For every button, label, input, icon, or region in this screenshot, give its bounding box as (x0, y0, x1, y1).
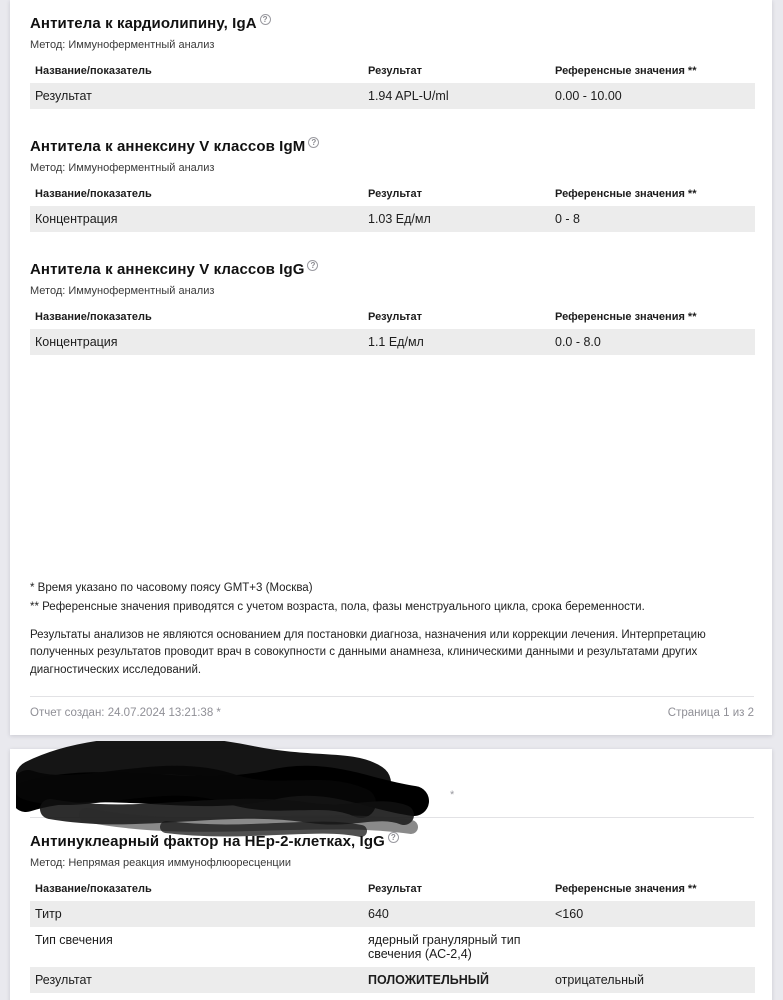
results-table (30, 308, 754, 355)
section-title-text: Антитела к аннексину V классов IgG (30, 261, 305, 278)
redaction-scribble (16, 741, 486, 837)
table-row (30, 901, 755, 927)
cell-result: 1.03 Ед/мл (368, 212, 431, 226)
table-header (30, 185, 755, 206)
report-page-1 (10, 0, 772, 735)
test-section-ana-hep2 (30, 832, 754, 993)
test-section-cardiolipin-iga (30, 14, 754, 109)
method-label: Метод: Непрямая реакция иммунофлюоресценции (30, 857, 292, 869)
results-table (30, 185, 754, 232)
report-created-label: Отчет создан: 24.07.2024 13:21:38 * (30, 707, 221, 719)
col-reference: Референсные значения ** (555, 311, 697, 323)
col-name: Название/показатель (35, 188, 152, 200)
cell-result: 1.1 Ед/мл (368, 335, 424, 349)
results-table (30, 880, 754, 993)
method-label: Метод: Иммуноферментный анализ (30, 39, 215, 51)
method-label: Метод: Иммуноферментный анализ (30, 162, 215, 174)
cell-result: 640 (368, 907, 389, 921)
section-title (30, 260, 754, 278)
cell-result: 1.94 APL-U/ml (368, 89, 449, 103)
help-icon[interactable]: ? (388, 832, 399, 843)
table-row (30, 83, 755, 109)
col-reference: Референсные значения ** (555, 883, 697, 895)
page-number-label: Страница 1 из 2 (667, 707, 754, 719)
footnotes (30, 582, 754, 680)
col-result: Результат (368, 65, 423, 77)
table-row (30, 967, 755, 993)
header-divider (30, 817, 754, 818)
cell-reference: 0.0 - 8.0 (555, 335, 601, 349)
col-reference: Референсные значения ** (555, 65, 697, 77)
cell-name: Титр (35, 907, 62, 921)
section-title-text: Антинуклеарный фактор на HEp-2-клетках, IgG (30, 833, 385, 850)
table-row (30, 206, 755, 232)
col-name: Название/показатель (35, 883, 152, 895)
col-name: Название/показатель (35, 65, 152, 77)
footnote-timezone: * Время указано по часовому поясу GMT+3 (Москва) (30, 581, 313, 594)
test-section-annexin-igg (30, 260, 754, 355)
blank-space (30, 383, 754, 582)
col-result: Результат (368, 188, 423, 200)
cell-reference: отрицательный (555, 973, 644, 987)
order-number-label: Заказ № (40, 793, 86, 805)
report-page-2 (10, 749, 772, 1000)
help-icon[interactable]: ? (260, 14, 271, 25)
cell-name: Концентрация (35, 335, 118, 349)
help-icon[interactable]: ? (308, 137, 319, 148)
test-section-annexin-igm (30, 137, 754, 232)
method-label: Метод: Иммуноферментный анализ (30, 285, 215, 297)
footnote-reference: ** Референсные значения приводятся с учетом возраста, пола, фазы менструального цикла, срока беременности. (30, 600, 645, 613)
table-row (30, 329, 755, 355)
cell-name: Концентрация (35, 212, 118, 226)
page-footer (30, 697, 754, 735)
asterisk-mark: * (450, 789, 455, 801)
section-title (30, 137, 754, 155)
order-header-redacted (30, 759, 754, 817)
cell-reference: <160 (555, 907, 584, 921)
table-header (30, 308, 755, 329)
cell-result-positive: ПОЛОЖИТЕЛЬНЫЙ (368, 973, 489, 987)
section-title (30, 832, 754, 850)
cell-reference: 0 - 8 (555, 212, 581, 226)
help-icon[interactable]: ? (307, 260, 318, 271)
results-table (30, 62, 754, 109)
table-header (30, 880, 755, 901)
col-result: Результат (368, 883, 423, 895)
cell-name: Результат (35, 89, 92, 103)
section-title (30, 14, 754, 32)
section-title-text: Антитела к аннексину V классов IgM (30, 138, 306, 155)
table-header (30, 62, 755, 83)
cell-name: Тип свечения (35, 933, 113, 947)
col-reference: Референсные значения ** (555, 188, 697, 200)
cell-name: Результат (35, 973, 92, 987)
disclaimer-text: Результаты анализов не являются основанием для постановки диагноза, назначения или коррекции лечения. Интерпретацию полученных результатов проводит врач в совокупности с данными анамнеза, клиническими данными и результатами других диагностических исследований. (30, 628, 706, 677)
col-result: Результат (368, 311, 423, 323)
section-title-text: Антитела к кардиолипину, IgA (30, 15, 257, 32)
cell-result: ядерный гранулярный тип свечения (АС-2,4) (368, 933, 521, 961)
table-row (30, 927, 755, 967)
cell-reference: 0.00 - 10.00 (555, 89, 622, 103)
col-name: Название/показатель (35, 311, 152, 323)
